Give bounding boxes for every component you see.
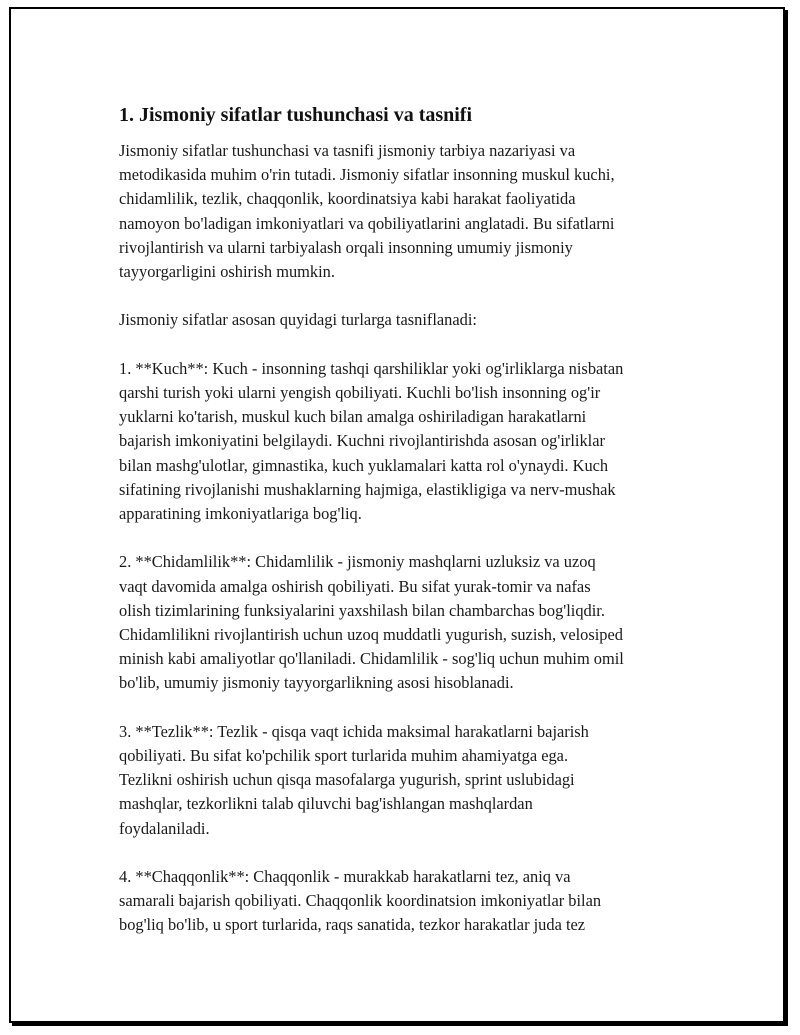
- text-line: Tezlikni oshirish uchun qisqa masofalarga yugurish, sprint uslubidagi: [119, 770, 575, 790]
- text-line: chidamlilik, tezlik, chaqqonlik, koordinatsiya kabi harakat faoliyatida: [119, 189, 576, 209]
- text-line: vaqt davomida amalga oshirish qobiliyati. Bu sifat yurak-tomir va nafas: [119, 576, 591, 596]
- text-line: 3. **Tezlik**: Tezlik - qisqa vaqt ichida maksimal harakatlarni bajarish: [119, 721, 589, 741]
- text-line: Chidamlilikni rivojlantirish uchun uzoq muddatli yugurish, suzish, velosiped: [119, 625, 623, 645]
- text-line: namoyon bo'ladigan imkoniyatlari va qobiliyatlarini anglatadi. Bu sifatlarni: [119, 213, 615, 233]
- text-line: Jismoniy sifatlar tushunchasi va tasnifi jismoniy tarbiya nazariyasi va: [119, 141, 576, 160]
- text-line: 1. **Kuch**: Kuch - insonning tashqi qarshiliklar yoki og'irliklarga nisbatan: [119, 358, 624, 378]
- paragraph: [119, 357, 711, 526]
- text-line: bog'liq bo'lib, u sport turlarida, raqs sanatida, tezkor harakatlar juda tez: [119, 915, 586, 935]
- section-title: 1. Jismoniy sifatlar tushunchasi va tasnifi: [119, 104, 473, 126]
- text-line: bo'lib, umumiy jismoniy tayyorgarlikning asosi hisoblanadi.: [119, 673, 514, 693]
- text-line: samarali bajarish qobiliyati. Chaqqonlik koordinatsion imkoniyatlar bilan: [119, 891, 602, 911]
- paragraph-list: [119, 139, 711, 938]
- page-frame: [9, 7, 785, 1023]
- text-line: metodikasida muhim o'rin tutadi. Jismoniy sifatlar insonning muskul kuchi,: [119, 165, 615, 185]
- text-line: foydalaniladi.: [119, 818, 210, 838]
- text-line: olish tizimlarining funksiyalarini yaxshilash bilan chambarchas bog'liqdir.: [119, 600, 605, 620]
- text-line: bajarish imkoniyatini belgilaydi. Kuchni rivojlantirishda asosan og'irliklar: [119, 431, 605, 451]
- paragraph: [119, 139, 711, 284]
- paragraph: [119, 550, 711, 695]
- paragraph: [119, 865, 711, 938]
- text-line: rivojlantirish va ularni tarbiyalash orqali insonning umumiy jismoniy: [119, 237, 573, 257]
- text-line: qarshi turish yoki ularni yengish qobiliyati. Kuchli bo'lish insonning og'ir: [119, 383, 601, 402]
- document-body: [119, 101, 711, 962]
- text-line: Jismoniy sifatlar asosan quyidagi turlarga tasniflanadi:: [119, 310, 477, 330]
- paragraph: [119, 720, 711, 841]
- paragraph: [119, 308, 711, 332]
- text-line: 2. **Chidamlilik**: Chidamlilik - jismoniy mashqlarni uzluksiz va uzoq: [119, 552, 596, 572]
- text-line: apparatining imkoniyatlariga bog'liq.: [119, 504, 362, 524]
- text-line: minish kabi amaliyotlar qo'llaniladi. Chidamlilik - sog'liq uchun muhim omil: [119, 649, 624, 669]
- text-line: yuklarni ko'tarish, muskul kuch bilan amalga oshiriladigan harakatlarni: [119, 407, 587, 427]
- text-line: 4. **Chaqqonlik**: Chaqqonlik - murakkab harakatlarni tez, aniq va: [119, 867, 571, 887]
- text-line: sifatining rivojlanishi mushaklarning hajmiga, elastikligiga va nerv-mushak: [119, 479, 616, 499]
- text-line: tayyorgarligini oshirish mumkin.: [119, 262, 335, 282]
- text-line: bilan mashg'ulotlar, gimnastika, kuch yuklamalari katta rol o'ynaydi. Kuch: [119, 455, 609, 475]
- text-line: mashqlar, tezkorlikni talab qiluvchi bag'ishlangan mashqlardan: [119, 794, 533, 814]
- text-line: qobiliyati. Bu sifat ko'pchilik sport turlarida muhim ahamiyatga ega.: [119, 746, 569, 766]
